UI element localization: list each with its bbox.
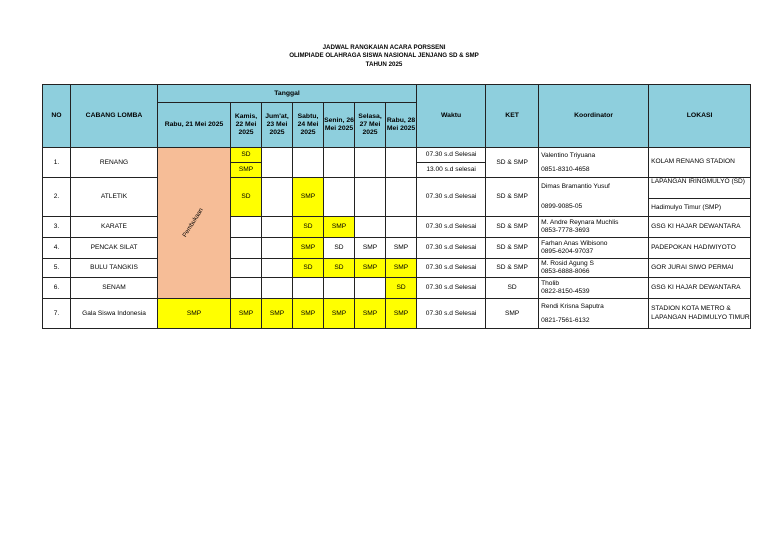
row-cabang: BULU TANGKIS [71, 259, 158, 278]
cell-rabu-21: SMP [158, 299, 231, 329]
cell-kamis: SD [231, 178, 262, 217]
row-ket: SMP [486, 299, 539, 329]
row-koordinator [539, 259, 649, 278]
cell-kamis-b: SMP [231, 162, 261, 177]
row-ket: SD & SMP [486, 259, 539, 278]
row-lokasi: STADION KOTA METRO & LAPANGAN HADIMULYO TIMUR [649, 299, 751, 329]
koordinator-phone: 0822-8150-4539 [541, 288, 590, 295]
cell-rabu: SMP [386, 259, 417, 278]
row-waktu: 07.30 s.d Selesai [417, 299, 486, 329]
cell-sabtu: SMP [293, 238, 324, 259]
koordinator-name: Tholib [541, 279, 560, 287]
cell-sabtu: SD [293, 217, 324, 238]
cell-kamis: SMP [231, 299, 262, 329]
row-waktu-a: 07.30 s.d Selesai [425, 151, 477, 158]
row-no: 6. [43, 278, 71, 299]
row-lokasi: GSG KI HAJAR DEWANTARA [649, 217, 751, 238]
schedule-table [42, 84, 751, 329]
koordinator-name: Valentino Triyuana [541, 151, 596, 159]
header-date-3: Jum'at, 23 Mei 2025 [262, 103, 293, 148]
row-lokasi: GSG KI HAJAR DEWANTARA [649, 278, 751, 299]
koordinator-name: M. Rosid Agung S [541, 259, 594, 267]
header-date-2: Kamis, 22 Mei 2025 [231, 103, 262, 148]
cell-selasa: SMP [355, 238, 386, 259]
row-koordinator [539, 238, 649, 259]
table-row [43, 259, 751, 278]
row-cabang: Gala Siswa Indonesia [71, 299, 158, 329]
koordinator-name: Farhan Anas Wibisono [541, 239, 608, 247]
row-ket: SD & SMP [486, 217, 539, 238]
table-row [43, 178, 751, 217]
row-no: 3. [43, 217, 71, 238]
koordinator-phone: 0851-8310-4658 [541, 165, 590, 173]
header-tanggal: Tanggal [158, 85, 417, 103]
header-date-6: Selasa, 27 Mei 2025 [355, 103, 386, 148]
row-cabang: RENANG [71, 148, 158, 178]
koordinator-phone: 0853-7778-3693 [541, 227, 590, 234]
row-lokasi: GOR JURAI SIWO PERMAI [649, 259, 751, 278]
row-no: 4. [43, 238, 71, 259]
cell-senin: SMP [324, 217, 355, 238]
header-ket: KET [486, 85, 539, 148]
header-date-5: Senin, 26 Mei 2025 [324, 103, 355, 148]
cell-sabtu: SD [293, 259, 324, 278]
header-no: NO [43, 85, 71, 148]
row-waktu: 07.30 s.d Selesai [417, 278, 486, 299]
row-ket: SD & SMP [486, 148, 539, 178]
row-lokasi [649, 178, 751, 217]
cell-senin: SMP [324, 299, 355, 329]
row-waktu: 07.30 s.d Selesai [417, 259, 486, 278]
row-cabang: KARATE [71, 217, 158, 238]
cell-senin: SD [324, 238, 355, 259]
cell-senin: SD [324, 259, 355, 278]
title-line-2: OLIMPIADE OLAHRAGA SISWA NASIONAL JENJANG SD & SMP [289, 52, 479, 60]
koordinator-phone: 0895-6204-97037 [541, 248, 594, 255]
lokasi-a: LAPANGAN IRINGMULYO (SD) [651, 178, 746, 185]
pembukaan-cell [158, 148, 231, 299]
row-koordinator [539, 278, 649, 299]
row-no: 7. [43, 299, 71, 329]
table-row [43, 278, 751, 299]
row-koordinator [539, 299, 649, 329]
row-lokasi: KOLAM RENANG STADION [649, 148, 751, 178]
cell-rabu: SD [386, 278, 417, 299]
header-koordinator: Koordinator [539, 85, 649, 148]
table-row [43, 299, 751, 329]
cell-rabu: SMP [386, 238, 417, 259]
header-date-1: Rabu, 21 Mei 2025 [158, 103, 231, 148]
row-cabang: PENCAK SILAT [71, 238, 158, 259]
cell-sabtu: SMP [293, 178, 324, 217]
document-title [0, 44, 768, 69]
row-koordinator [539, 178, 649, 217]
row-waktu-b: 13.00 s.d selesai [417, 162, 485, 177]
table-row [43, 148, 751, 178]
row-waktu [417, 148, 486, 178]
cell-selasa: SMP [355, 299, 386, 329]
lokasi-b: Hadimulyo Timur (SMP) [649, 198, 750, 216]
header-waktu: Waktu [417, 85, 486, 148]
row-ket: SD & SMP [486, 238, 539, 259]
koordinator-phone: 0899-9085-05 [541, 203, 583, 210]
header-cabang: CABANG LOMBA [71, 85, 158, 148]
row-waktu: 07.30 s.d Selesai [417, 238, 486, 259]
cell-rabu: SMP [386, 299, 417, 329]
table-row [43, 238, 751, 259]
row-waktu: 07.30 s.d Selesai [417, 217, 486, 238]
title-line-3: TAHUN 2025 [365, 60, 403, 68]
header-row-1 [43, 85, 751, 103]
koordinator-name: M. Andre Reynara Muchlis [541, 218, 619, 226]
koordinator-name: Dimas Bramantio Yusuf [541, 183, 610, 190]
cell-sabtu: SMP [293, 299, 324, 329]
row-ket: SD & SMP [486, 178, 539, 217]
row-lokasi: PADEPOKAN HADIWIYOTO [649, 238, 751, 259]
cell-kamis-a: SD [241, 151, 251, 158]
title-line-1: JADWAL RANGKAIAN ACARA PORSSENI [322, 44, 446, 51]
header-date-4: Sabtu, 24 Mei 2025 [293, 103, 324, 148]
row-no: 2. [43, 178, 71, 217]
pembukaan-label: Pembukaan [181, 206, 206, 239]
table-row [43, 217, 751, 238]
row-ket: SD [486, 278, 539, 299]
row-koordinator [539, 217, 649, 238]
cell-selasa: SMP [355, 259, 386, 278]
cell-jumat: SMP [262, 299, 293, 329]
cell-kamis [231, 148, 262, 178]
row-cabang: ATLETIK [71, 178, 158, 217]
row-no: 1. [43, 148, 71, 178]
row-cabang: SENAM [71, 278, 158, 299]
header-lokasi: LOKASI [649, 85, 751, 148]
row-waktu: 07.30 s.d Selesai [417, 178, 486, 217]
koordinator-phone: 0853-6888-8066 [541, 268, 590, 275]
row-koordinator [539, 148, 649, 178]
koordinator-phone: 0821-7561-6132 [541, 316, 590, 324]
koordinator-name: Rendi Krisna Saputra [541, 302, 604, 310]
row-no: 5. [43, 259, 71, 278]
header-date-7: Rabu, 28 Mei 2025 [386, 103, 417, 148]
